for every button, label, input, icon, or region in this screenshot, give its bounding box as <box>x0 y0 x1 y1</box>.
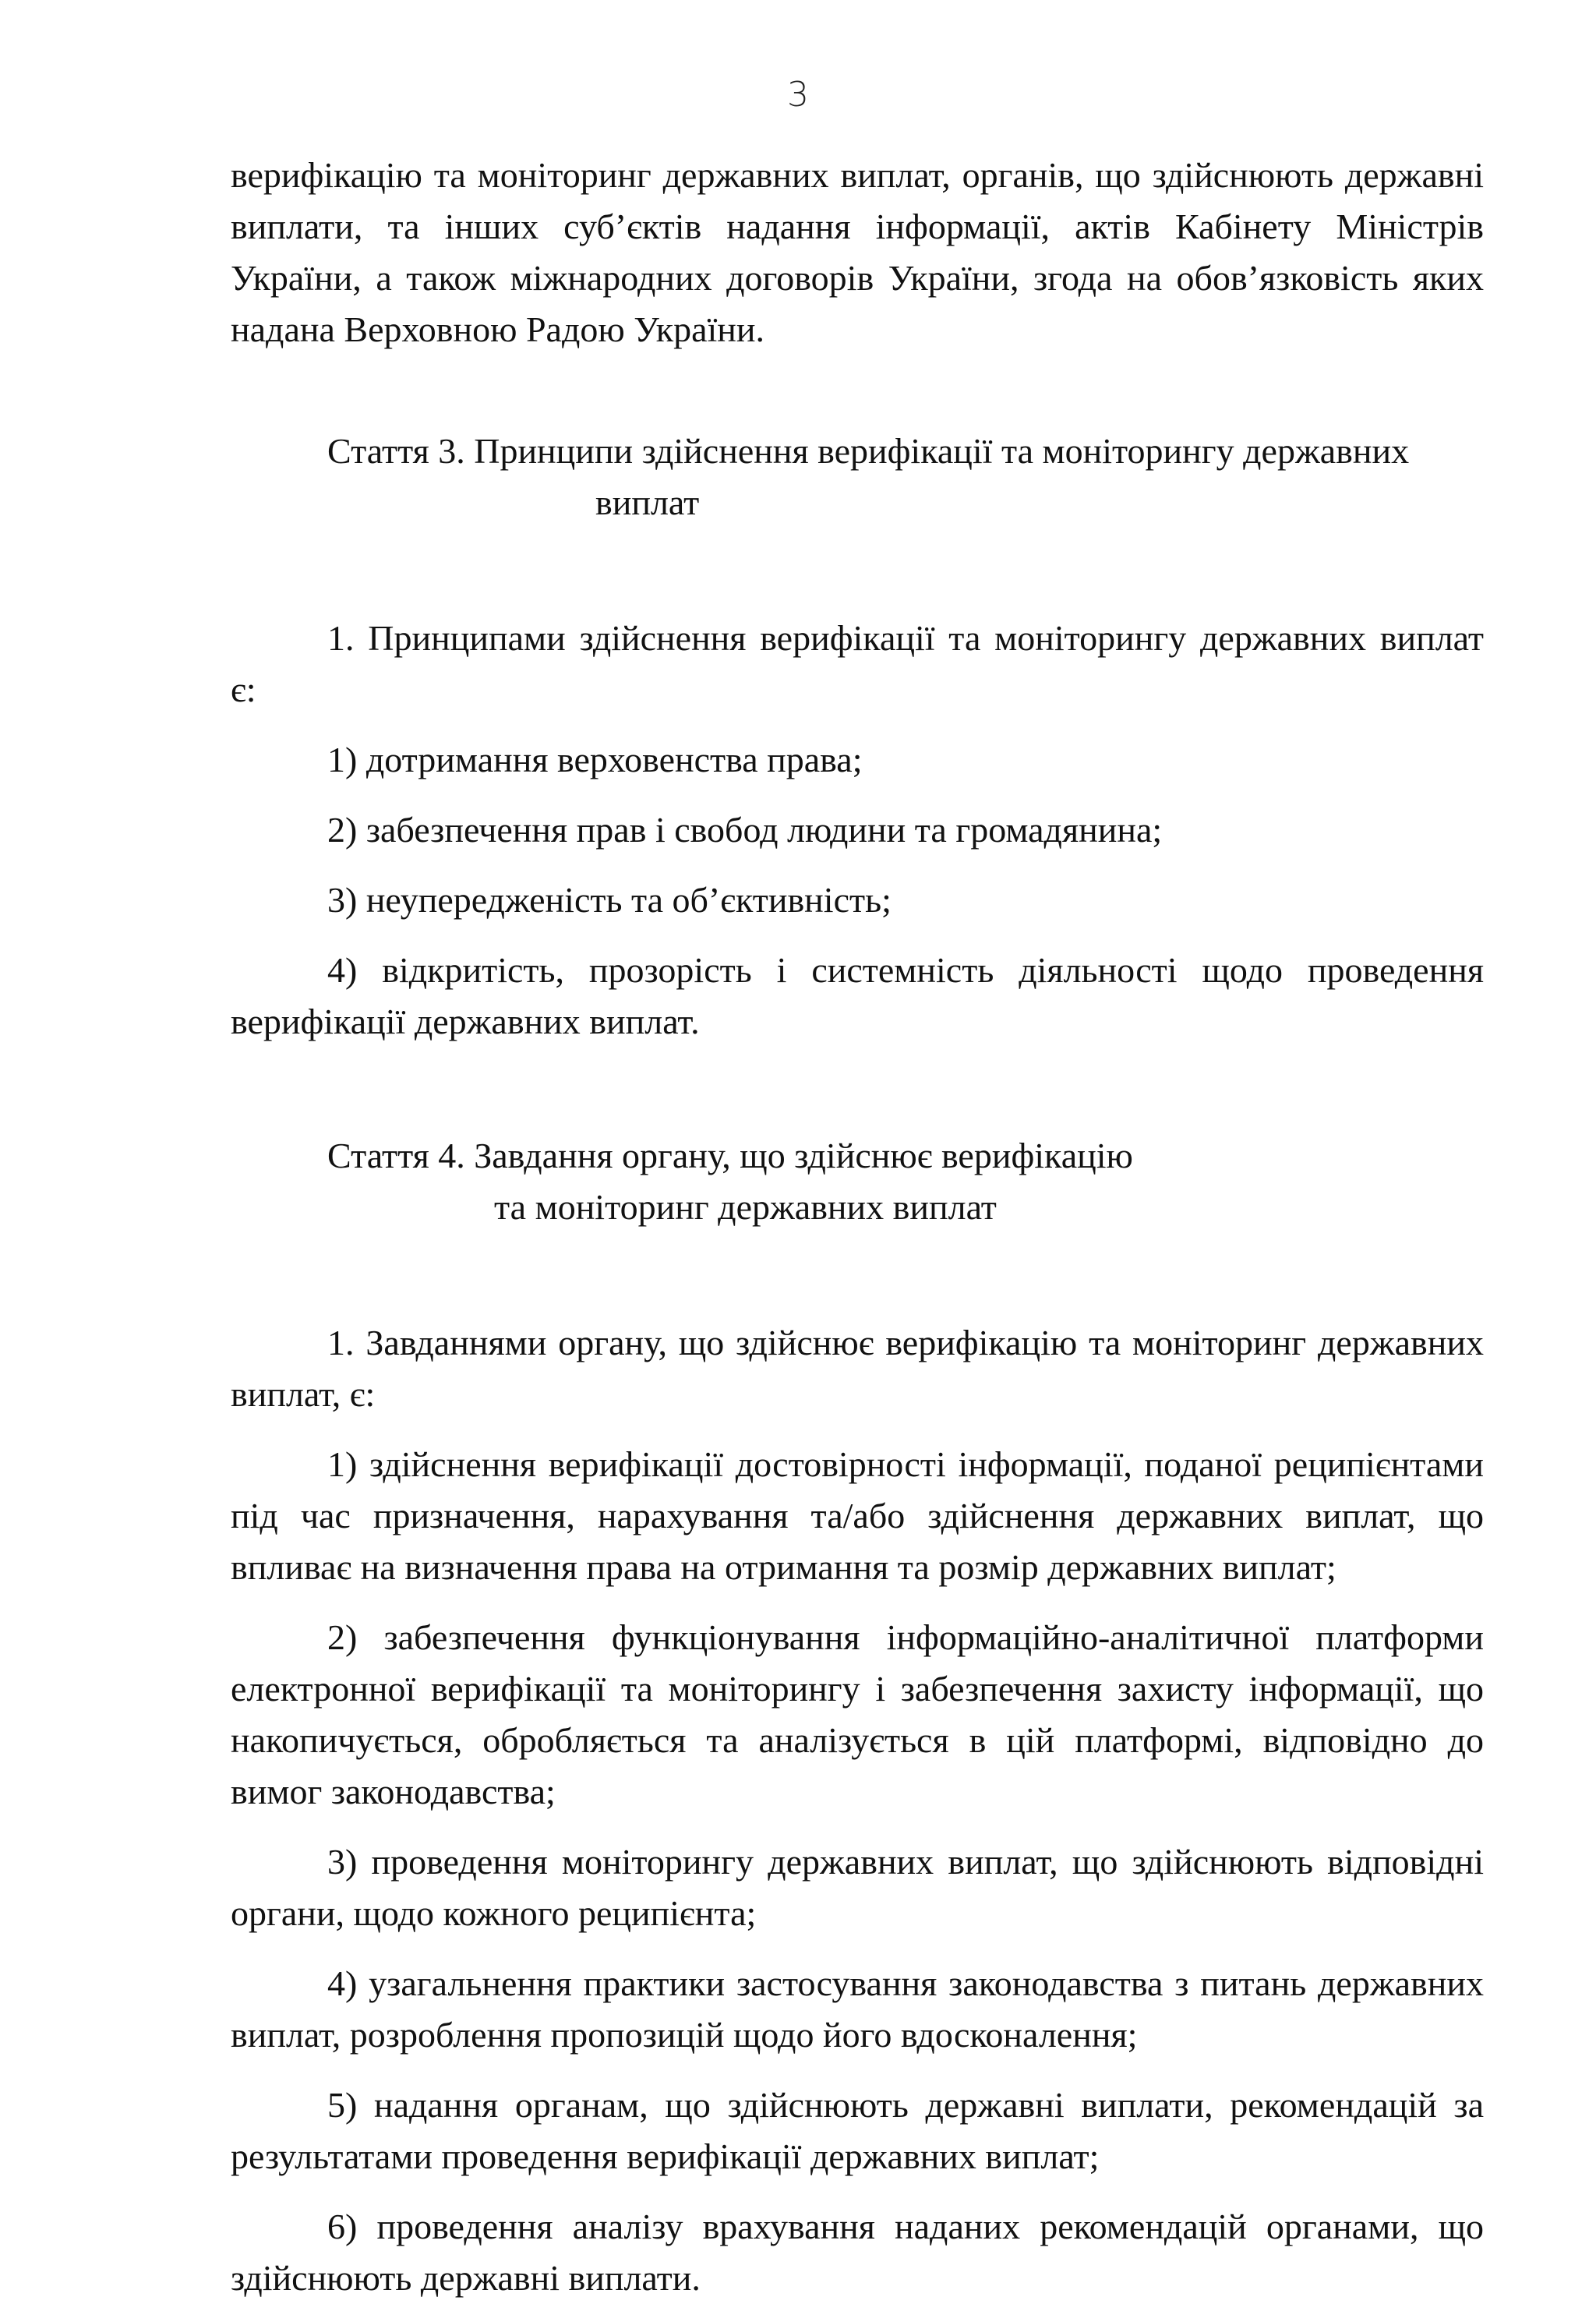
article-3-item-1: 1) дотримання верховенства права; <box>327 740 863 779</box>
article-4-item-2: 2) забезпечення функціонування інформаційно-аналітичної платформи електронної верифікації та моніторингу і забезпечення захисту інформації, що накопичується, обробляється та аналізується в цій платформі, відповідно до вимог законодавства; <box>231 1617 1484 1811</box>
article-3-heading <box>327 426 1484 528</box>
article-3-item-4: 4) відкритість, прозорість і системність діяльності щодо проведення верифікації державних виплат. <box>231 950 1484 1041</box>
article-4-heading <box>327 1130 1484 1233</box>
article-4-item-1: 1) здійснення верифікації достовірності інформації, поданої реципієнтами під час призначення, нарахування та/або здійснення державних виплат, що впливає на визначення права на отримання та розмір державних виплат; <box>231 1444 1484 1587</box>
page-number: 3 <box>787 75 809 115</box>
article-4-heading-line2: та моніторинг державних виплат <box>494 1187 997 1227</box>
article-4-intro: 1. Завданнями органу, що здійснює верифікацію та моніторинг державних виплат, є: <box>231 1323 1484 1414</box>
intro-paragraph: верифікацію та моніторинг державних виплат, органів, що здійснюють державні виплати, та інших суб’єктів надання інформації, актів Кабінету Міністрів України, а також міжнародних договорів України, згода на обов’язковість яких надана Верховною Радою України. <box>231 155 1484 349</box>
document-body <box>231 150 1484 2304</box>
article-3-heading-line2: виплат <box>595 482 700 522</box>
article-4-item-4: 4) узагальнення практики застосування законодавства з питань державних виплат, розроблення пропозицій щодо його вдосконалення; <box>231 1963 1484 2055</box>
article-4-item-5: 5) надання органам, що здійснюють державні виплати, рекомендацій за результатами проведення верифікації державних виплат; <box>231 2085 1484 2176</box>
article-3-heading-line1: Стаття 3. Принципи здійснення верифікації та моніторингу державних <box>327 431 1410 471</box>
article-3-item-3: 3) неупередженість та об’єктивність; <box>327 880 892 920</box>
article-3-item-2: 2) забезпечення прав і свобод людини та громадянина; <box>327 810 1163 850</box>
article-3-intro: 1. Принципами здійснення верифікації та моніторингу державних виплат є: <box>231 618 1484 709</box>
article-4-item-3: 3) проведення моніторингу державних виплат, що здійснюють відповідні органи, щодо кожного реципієнта; <box>231 1842 1484 1933</box>
article-4-item-6: 6) проведення аналізу врахування наданих рекомендацій органами, що здійснюють державні виплати. <box>231 2207 1484 2298</box>
article-4-heading-line1: Стаття 4. Завдання органу, що здійснює верифікацію <box>327 1136 1133 1175</box>
